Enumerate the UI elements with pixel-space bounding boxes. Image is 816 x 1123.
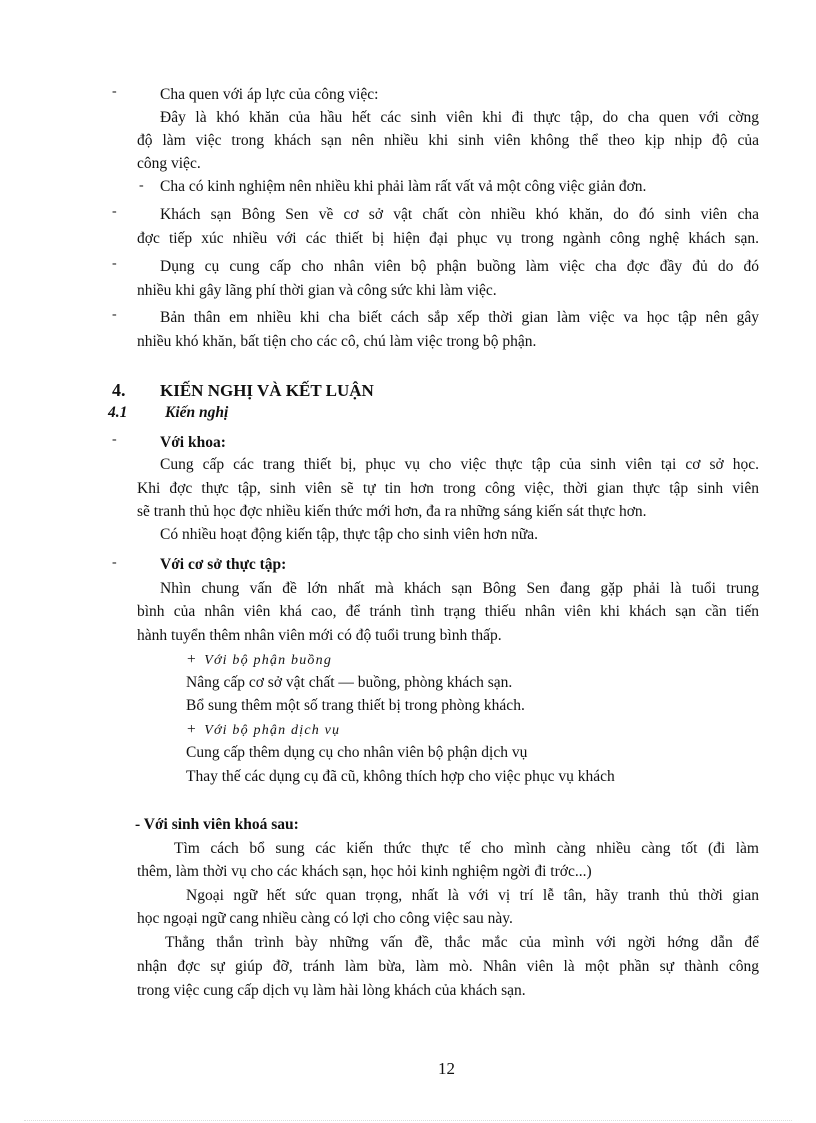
list-bullet: - xyxy=(139,178,144,193)
paragraph-line: công việc. xyxy=(137,155,201,172)
page-number: 12 xyxy=(438,1059,455,1078)
subgroup-title: Với bộ phận dịch vụ xyxy=(204,723,341,738)
list-bullet: - xyxy=(112,204,117,219)
list-bullet: - xyxy=(112,256,117,271)
paragraph-line: hành tuyển thêm nhân viên mới có độ tuổi trung bình thấp. xyxy=(137,627,502,644)
paragraph-line: sẽ tranh thủ học đợc nhiều kiến thức mới hơn, đa ra những sáng kiến sát thực hơn. xyxy=(137,503,647,520)
khoa-title: Với khoa: xyxy=(160,434,226,451)
paragraph-line: Cung cấp thêm dụng cụ cho nhân viên bộ phận dịch vụ xyxy=(186,744,528,761)
plus-marker: + xyxy=(186,651,197,668)
paragraph-line: Cha có kinh nghiệm nên nhiều khi phải làm rất vất vả một công việc giản đơn. xyxy=(160,178,647,195)
page-bottom-divider xyxy=(24,1120,792,1121)
sv-title: - Với sinh viên khoá sau: xyxy=(135,816,299,833)
paragraph-line: Bản thân em nhiều khi cha biết cách sắp xếp thời gian làm việc va học tập nên gây xyxy=(160,309,759,326)
paragraph-line: Nâng cấp cơ sở vật chất — buồng, phòng khách sạn. xyxy=(186,674,513,691)
paragraph-line: Khách sạn Bông Sen về cơ sở vật chất còn nhiều khó khăn, do đó sinh viên cha xyxy=(160,206,759,223)
paragraph-line: Bổ sung thêm một số trang thiết bị trong phòng khách. xyxy=(186,697,525,714)
paragraph-line: học ngoại ngữ cang nhiều càng có lợi cho công việc sau này. xyxy=(137,910,513,927)
paragraph-line: nhiều khi gây lãng phí thời gian và công sức khi làm việc. xyxy=(137,282,497,299)
list-bullet: - xyxy=(112,432,117,447)
paragraph-line: trong việc cung cấp dịch vụ làm hài lòng khách của khách sạn. xyxy=(137,982,526,999)
paragraph-line: Đây là khó khăn của hầu hết các sinh viên khi đi thực tập, do cha quen với cờng xyxy=(160,109,759,126)
subsection-number: 4.1 xyxy=(108,404,128,421)
subgroup-title: Với bộ phận buồng xyxy=(204,653,333,668)
paragraph-line: Nhìn chung vấn đề lớn nhất mà khách sạn Bông Sen đang gặp phải là tuổi trung xyxy=(160,580,759,597)
section-title: KIẾN NGHỊ VÀ KẾT LUẬN xyxy=(160,381,374,400)
list-bullet: - xyxy=(112,307,117,322)
subsection-title: Kiến nghị xyxy=(165,404,229,421)
paragraph-line: độ làm việc trong khách sạn nên nhiều khi sinh viên không thể theo kịp nhịp độ của xyxy=(137,132,759,149)
paragraph-line: nhiều khó khăn, bất tiện cho các cô, chú làm việc trong bộ phận. xyxy=(137,333,537,350)
paragraph-line: nhận đợc sự giúp đỡ, tránh làm bừa, làm mò. Nhân viên là một phần sự thành công xyxy=(137,958,759,975)
paragraph-line: Tìm cách bổ sung các kiến thức thực tế cho mình càng nhiều càng tốt (đi làm xyxy=(174,840,759,857)
paragraph-line: Thay thế các dụng cụ đã cũ, không thích hợp cho việc phục vụ khách xyxy=(186,768,615,785)
paragraph-line: Có nhiều hoạt động kiến tập, thực tập cho sinh viên hơn nữa. xyxy=(160,526,538,543)
list-bullet: - xyxy=(112,555,117,570)
paragraph-line: Dụng cụ cung cấp cho nhân viên bộ phận buồng làm việc cha đợc đầy đủ do đó xyxy=(160,258,759,275)
section-number: 4. xyxy=(112,380,126,400)
paragraph-line: Thẳng thắn trình bày những vấn đề, thắc mắc của mình với ngời hớng dẫn để xyxy=(165,934,759,951)
paragraph-line: bình của nhân viên khá cao, để tránh tình trạng thiếu nhân viên khi khách sạn cần tiến xyxy=(137,603,759,620)
paragraph-line: Cung cấp các trang thiết bị, phục vụ cho việc thực tập của sinh viên tại cơ sở học. xyxy=(160,456,759,473)
paragraph-line: đợc tiếp xúc nhiều với các thiết bị hiện đại phục vụ trong ngành công nghệ khách sạn. xyxy=(137,230,759,247)
coso-title: Với cơ sở thực tập: xyxy=(160,556,287,573)
plus-marker: + xyxy=(186,721,197,738)
subgroup-heading-buong xyxy=(186,650,332,671)
bullet-title: Cha quen với áp lực của công việc: xyxy=(160,86,379,103)
list-bullet: - xyxy=(112,84,117,99)
paragraph-line: thêm, làm thời vụ cho các khách sạn, học hỏi kinh nghiệm ngời đi trớc...) xyxy=(137,863,592,880)
subgroup-heading-dichvu xyxy=(186,720,340,741)
paragraph-line: Khi đợc thực tập, sinh viên sẽ tự tin hơn trong công việc, thời gian thực tập sinh viên xyxy=(137,480,759,497)
paragraph-line: Ngoại ngữ hết sức quan trọng, nhất là với vị trí lễ tân, hãy tranh thủ thời gian xyxy=(186,887,759,904)
